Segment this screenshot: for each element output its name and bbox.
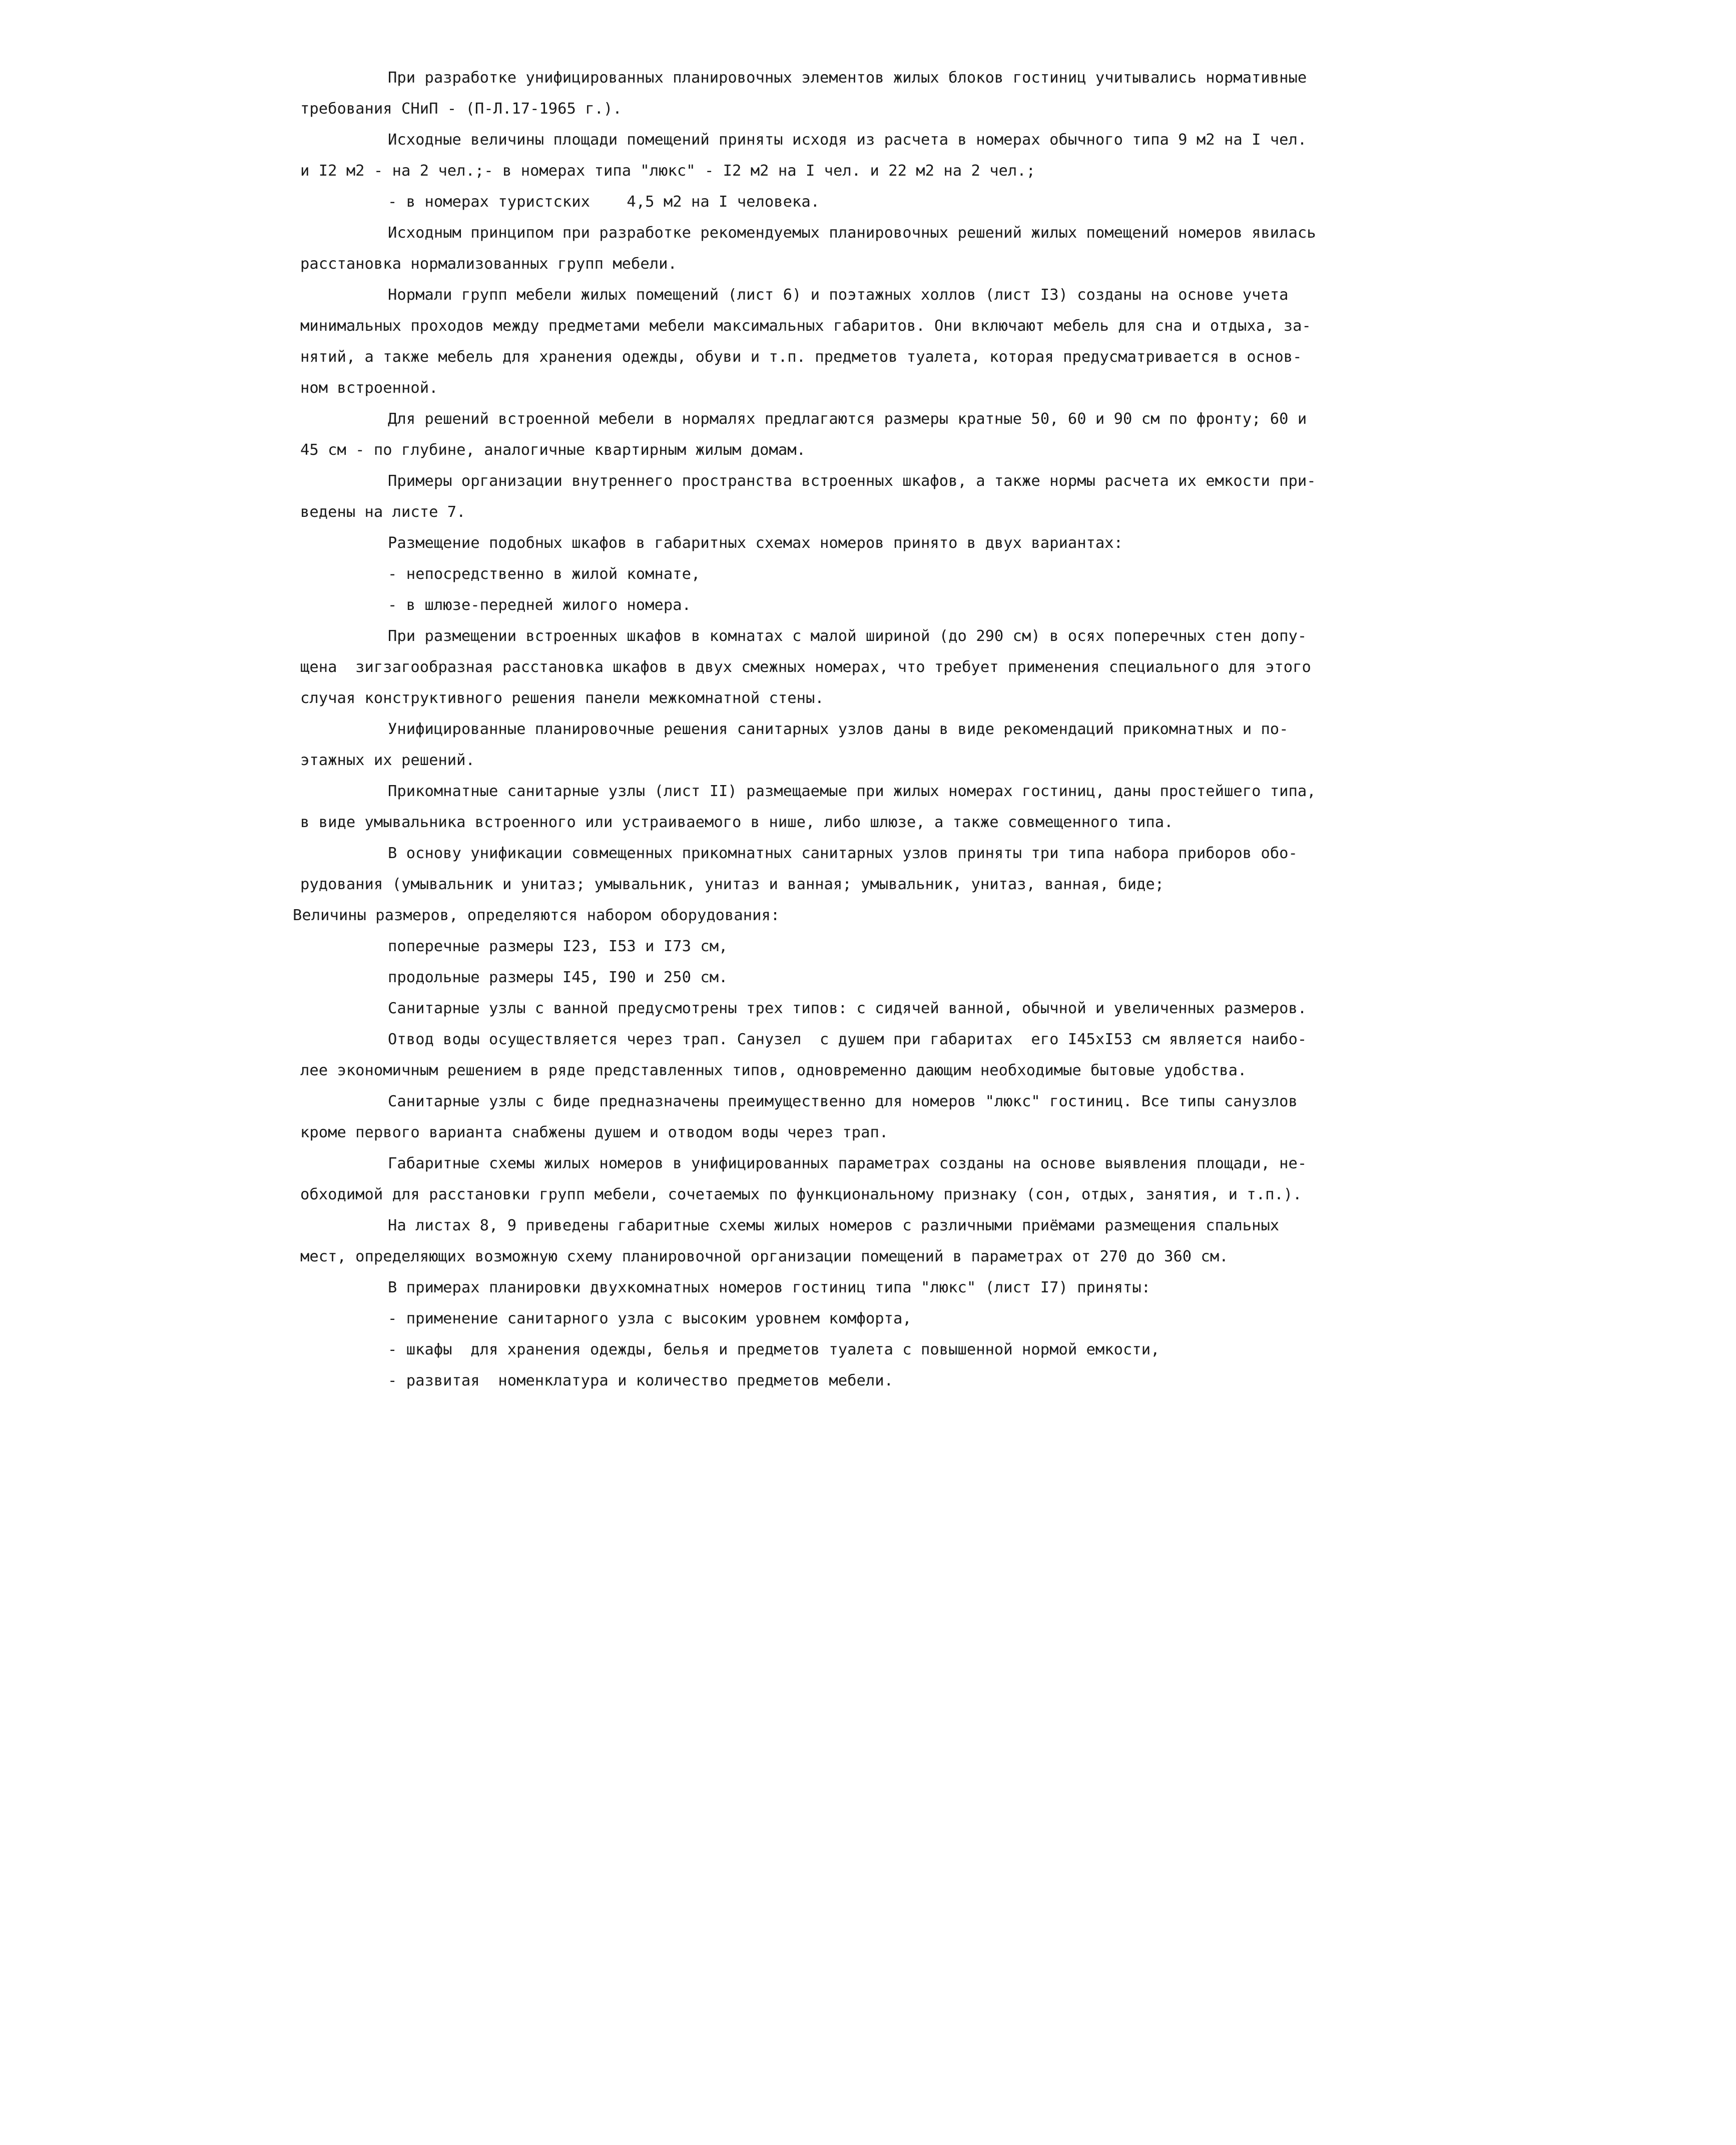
text-line: Унифицированные планировочные решения санитарных узлов даны в виде рекомендаций прикомнатных и по- [388, 721, 1289, 738]
text-line: ведены на листе 7. [300, 503, 466, 521]
text-line: нятий, а также мебель для хранения одежды, обуви и т.п. предметов туалета, которая предусматривается в основ- [300, 348, 1302, 366]
document-body [295, 63, 1351, 1396]
text-line: - применение санитарного узла с высоким уровнем комфорта, [388, 1310, 912, 1327]
text-line: Санитарные узлы с биде предназначены преимущественно для номеров "люкс" гостиниц. Все типы санузлов [388, 1093, 1298, 1110]
text-line: - в номерах туристских 4,5 м2 на I человека. [388, 193, 820, 211]
text-line: Примеры организации внутреннего пространства встроенных шкафов, а также нормы расчета их емкости при- [388, 472, 1316, 490]
text-line: кроме первого варианта снабжены душем и отводом воды через трап. [300, 1124, 889, 1141]
text-line: 45 см - по глубине, аналогичные квартирным жилым домам. [300, 441, 806, 459]
text-line: При разработке унифицированных планировочных элементов жилых блоков гостиниц учитывались нормативные [388, 69, 1307, 87]
text-line: Размещение подобных шкафов в габаритных схемах номеров принято в двух вариантах: [388, 534, 1123, 552]
text-line: Прикомнатные санитарные узлы (лист II) размещаемые при жилых номерах гостиниц, даны простейшего типа, [388, 783, 1316, 800]
text-line: обходимой для расстановки групп мебели, сочетаемых по функциональному признаку (сон, отдых, занятия, и т.п.). [300, 1186, 1302, 1203]
text-line: лее экономичным решением в ряде представленных типов, одновременно дающим необходимые бытовые удобства. [300, 1062, 1247, 1079]
text-line: Исходные величины площади помещений приняты исходя из расчета в номерах обычного типа 9 м2 на I чел. [388, 131, 1307, 149]
text-line: На листах 8, 9 приведены габаритные схемы жилых номеров с различными приёмами размещения спальных [388, 1217, 1280, 1234]
text-line: В основу унификации совмещенных прикомнатных санитарных узлов приняты три типа набора приборов обо- [388, 845, 1298, 862]
text-line: продольные размеры I45, I90 и 250 см. [388, 969, 728, 986]
text-line: В примерах планировки двухкомнатных номеров гостиниц типа "люкс" (лист I7) приняты: [388, 1279, 1151, 1296]
text-line: - непосредственно в жилой комнате, [388, 565, 701, 583]
text-line: При размещении встроенных шкафов в комнатах с малой шириной (до 290 см) в осях поперечных стен допу- [388, 627, 1307, 645]
text-line: щена зигзагообразная расстановка шкафов в двух смежных номерах, что требует применения специального для этого [300, 658, 1311, 676]
text-line: - шкафы для хранения одежды, белья и предметов туалета с повышенной нормой емкости, [388, 1341, 1160, 1358]
text-line: Габаритные схемы жилых номеров в унифицированных параметрах созданы на основе выявления площади, не- [388, 1155, 1307, 1172]
text-line: этажных их решений. [300, 752, 475, 769]
text-line: Санитарные узлы с ванной предусмотрены трех типов: с сидячей ванной, обычной и увеличенных размеров. [388, 1000, 1307, 1017]
text-line: - в шлюзе-передней жилого номера. [388, 596, 691, 614]
text-line: мест, определяющих возможную схему планировочной организации помещений в параметрах от 270 до 360 см. [300, 1248, 1229, 1265]
text-line: Отвод воды осуществляется через трап. Санузел с душем при габаритах его I45xI53 см является наибо- [388, 1031, 1307, 1048]
text-line: Нормали групп мебели жилых помещений (лист 6) и поэтажных холлов (лист I3) созданы на основе учета [388, 286, 1289, 304]
text-line: Исходным принципом при разработке рекомендуемых планировочных решений жилых помещений номеров явилась [388, 224, 1316, 242]
text-line: ном встроенной. [300, 379, 438, 397]
text-line: Величины размеров, определяются набором оборудования: [293, 907, 780, 924]
text-line: требования СНиП - (П-Л.17-1965 г.). [300, 100, 622, 118]
text-line: минимальных проходов между предметами мебели максимальных габаритов. Они включают мебель для сна и отдыха, за- [300, 317, 1311, 335]
text-line: рудования (умывальник и унитаз; умывальник, унитаз и ванная; умывальник, унитаз, ванная, биде; [300, 876, 1165, 893]
text-line: Для решений встроенной мебели в нормалях предлагаются размеры кратные 50, 60 и 90 см по фронту; 60 и [388, 410, 1307, 428]
text-line: и I2 м2 - на 2 чел.;- в номерах типа "люкс" - I2 м2 на I чел. и 22 м2 на 2 чел.; [300, 162, 1036, 180]
text-line: расстановка нормализованных групп мебели. [300, 255, 677, 273]
text-line: в виде умывальника встроенного или устраиваемого в нише, либо шлюзе, а также совмещенного типа. [300, 814, 1174, 831]
text-line: поперечные размеры I23, I53 и I73 см, [388, 938, 728, 955]
text-line: - развитая номенклатура и количество предметов мебели. [388, 1372, 893, 1389]
text-line: случая конструктивного решения панели межкомнатной стены. [300, 689, 824, 707]
